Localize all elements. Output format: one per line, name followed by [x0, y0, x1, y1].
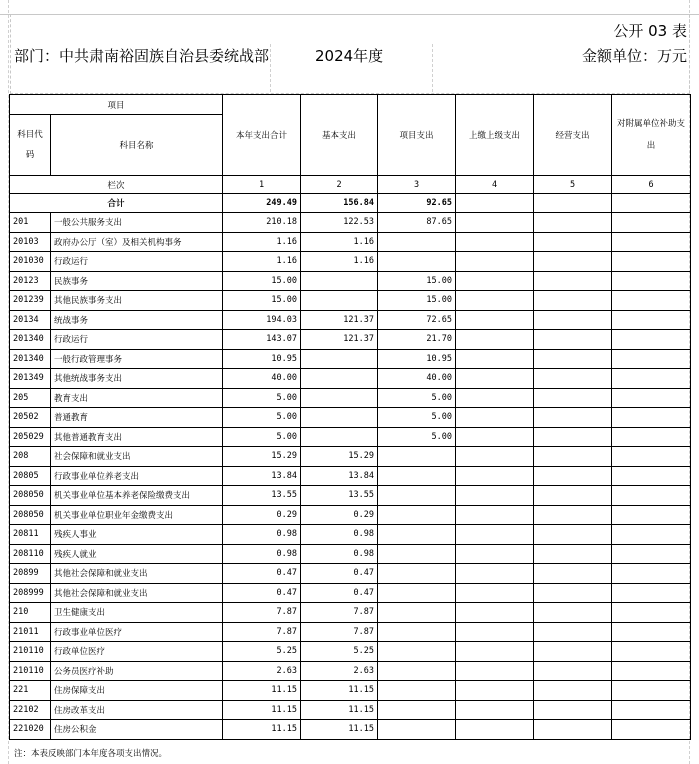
upper-amount — [456, 408, 534, 428]
total-amount: 10.95 — [223, 349, 301, 369]
subsidy-amount — [612, 252, 691, 272]
upper-amount — [456, 720, 534, 740]
business-amount — [534, 194, 612, 213]
business-amount — [534, 213, 612, 233]
business-amount — [534, 642, 612, 662]
name-cell: 公务员医疗补助 — [51, 661, 223, 681]
project-amount: 10.95 — [378, 349, 456, 369]
project-amount — [378, 661, 456, 681]
upper-amount — [456, 291, 534, 311]
table-row — [10, 661, 691, 681]
header-business: 经营支出 — [534, 95, 612, 176]
name-cell: 机关事业单位职业年金缴费支出 — [51, 505, 223, 525]
upper-amount — [456, 505, 534, 525]
basic-amount: 5.25 — [301, 642, 378, 662]
name-cell: 社会保障和就业支出 — [51, 447, 223, 467]
subsidy-amount — [612, 330, 691, 350]
subsidy-amount — [612, 603, 691, 623]
header-code: 科目代码 — [10, 115, 51, 176]
code-cell: 205029 — [10, 427, 51, 447]
header-divider — [270, 44, 271, 92]
table-row — [10, 252, 691, 272]
name-cell: 民族事务 — [51, 271, 223, 291]
business-amount — [534, 661, 612, 681]
upper-amount — [456, 369, 534, 389]
project-amount — [378, 720, 456, 740]
project-amount: 5.00 — [378, 408, 456, 428]
basic-amount: 121.37 — [301, 310, 378, 330]
table-row — [10, 486, 691, 506]
project-amount: 21.70 — [378, 330, 456, 350]
basic-amount: 2.63 — [301, 661, 378, 681]
subsidy-amount — [612, 544, 691, 564]
name-cell: 住房改革支出 — [51, 700, 223, 720]
business-amount — [534, 349, 612, 369]
basic-amount — [301, 388, 378, 408]
order-number: 5 — [534, 176, 612, 194]
code-cell: 21011 — [10, 622, 51, 642]
name-cell: 行政事业单位养老支出 — [51, 466, 223, 486]
upper-amount — [456, 700, 534, 720]
name-cell: 其他社会保障和就业支出 — [51, 583, 223, 603]
table-row — [10, 466, 691, 486]
name-cell: 住房保障支出 — [51, 681, 223, 701]
basic-amount: 1.16 — [301, 232, 378, 252]
total-amount: 13.55 — [223, 486, 301, 506]
name-cell: 政府办公厅（室）及相关机构事务 — [51, 232, 223, 252]
name-cell: 住房公积金 — [51, 720, 223, 740]
total-amount: 5.00 — [223, 408, 301, 428]
table-row — [10, 525, 691, 545]
total-amount: 7.87 — [223, 622, 301, 642]
total-amount: 5.00 — [223, 427, 301, 447]
upper-amount — [456, 661, 534, 681]
table-row — [10, 603, 691, 623]
total-label: 合计 — [10, 194, 223, 213]
total-amount: 15.29 — [223, 447, 301, 467]
basic-amount: 1.16 — [301, 252, 378, 272]
basic-amount: 0.98 — [301, 525, 378, 545]
total-amount: 15.00 — [223, 271, 301, 291]
upper-amount — [456, 271, 534, 291]
subsidy-amount — [612, 564, 691, 584]
code-cell: 201349 — [10, 369, 51, 389]
upper-amount — [456, 447, 534, 467]
business-amount — [534, 408, 612, 428]
table-row — [10, 408, 691, 428]
subsidy-amount — [612, 408, 691, 428]
code-cell: 22102 — [10, 700, 51, 720]
basic-amount: 11.15 — [301, 700, 378, 720]
upper-amount — [456, 583, 534, 603]
name-cell: 统战事务 — [51, 310, 223, 330]
table-row — [10, 369, 691, 389]
total-amount: 11.15 — [223, 720, 301, 740]
total-row — [10, 194, 691, 213]
table-row — [10, 447, 691, 467]
name-cell: 一般公共服务支出 — [51, 213, 223, 233]
subsidy-amount — [612, 622, 691, 642]
name-cell: 其他统战事务支出 — [51, 369, 223, 389]
name-cell: 卫生健康支出 — [51, 603, 223, 623]
project-amount — [378, 466, 456, 486]
business-amount — [534, 369, 612, 389]
subsidy-amount — [612, 447, 691, 467]
upper-amount — [456, 388, 534, 408]
total-amount: 1.16 — [223, 232, 301, 252]
code-cell: 208 — [10, 447, 51, 467]
code-cell: 201340 — [10, 349, 51, 369]
footnote: 注：本表反映部门本年度各项支出情况。 — [14, 749, 168, 759]
project-amount: 5.00 — [378, 427, 456, 447]
basic-amount: 7.87 — [301, 622, 378, 642]
table-row — [10, 622, 691, 642]
basic-amount — [301, 369, 378, 389]
code-cell: 208110 — [10, 544, 51, 564]
business-amount — [534, 447, 612, 467]
project-amount — [378, 681, 456, 701]
table-row — [10, 310, 691, 330]
business-amount — [534, 622, 612, 642]
expenditure-table — [9, 94, 691, 740]
project-amount — [378, 700, 456, 720]
total-amount: 0.47 — [223, 583, 301, 603]
business-amount — [534, 720, 612, 740]
upper-amount — [456, 642, 534, 662]
code-cell: 20805 — [10, 466, 51, 486]
upper-amount — [456, 486, 534, 506]
code-cell: 201340 — [10, 330, 51, 350]
subsidy-amount — [612, 525, 691, 545]
order-label: 栏次 — [10, 176, 223, 194]
table-row — [10, 681, 691, 701]
basic-amount: 0.98 — [301, 544, 378, 564]
subsidy-amount — [612, 194, 691, 213]
subsidy-amount — [612, 213, 691, 233]
name-cell: 一般行政管理事务 — [51, 349, 223, 369]
subsidy-amount — [612, 720, 691, 740]
total-amount: 15.00 — [223, 291, 301, 311]
total-amount: 2.63 — [223, 661, 301, 681]
project-amount: 15.00 — [378, 291, 456, 311]
header-divider — [432, 44, 433, 92]
order-number: 4 — [456, 176, 534, 194]
table-row — [10, 291, 691, 311]
project-amount: 5.00 — [378, 388, 456, 408]
name-cell: 其他民族事务支出 — [51, 291, 223, 311]
order-number: 3 — [378, 176, 456, 194]
project-amount — [378, 622, 456, 642]
project-amount: 40.00 — [378, 369, 456, 389]
project-amount — [378, 642, 456, 662]
table-row — [10, 564, 691, 584]
order-number: 6 — [612, 176, 691, 194]
total-amount: 7.87 — [223, 603, 301, 623]
name-cell: 机关事业单位基本养老保险缴费支出 — [51, 486, 223, 506]
business-amount — [534, 466, 612, 486]
unit-label: 金额单位：万元 — [581, 47, 687, 65]
project-amount — [378, 505, 456, 525]
upper-amount — [456, 252, 534, 272]
project-amount: 15.00 — [378, 271, 456, 291]
upper-amount — [456, 681, 534, 701]
table-row — [10, 700, 691, 720]
upper-amount — [456, 232, 534, 252]
business-amount — [534, 252, 612, 272]
upper-amount — [456, 194, 534, 213]
basic-amount: 156.84 — [301, 194, 378, 213]
business-amount — [534, 525, 612, 545]
project-amount: 87.65 — [378, 213, 456, 233]
total-amount: 210.18 — [223, 213, 301, 233]
code-cell: 208050 — [10, 486, 51, 506]
header-basic: 基本支出 — [301, 95, 378, 176]
total-amount: 0.47 — [223, 564, 301, 584]
upper-amount — [456, 603, 534, 623]
table-row — [10, 720, 691, 740]
business-amount — [534, 291, 612, 311]
basic-amount: 0.47 — [301, 583, 378, 603]
project-amount — [378, 544, 456, 564]
business-amount — [534, 232, 612, 252]
business-amount — [534, 505, 612, 525]
total-amount: 0.98 — [223, 525, 301, 545]
basic-amount — [301, 349, 378, 369]
subsidy-amount — [612, 642, 691, 662]
code-cell: 210 — [10, 603, 51, 623]
table-row — [10, 232, 691, 252]
code-cell: 20811 — [10, 525, 51, 545]
business-amount — [534, 603, 612, 623]
code-cell: 210110 — [10, 642, 51, 662]
table-row — [10, 271, 691, 291]
upper-amount — [456, 330, 534, 350]
code-cell: 221 — [10, 681, 51, 701]
basic-amount: 122.53 — [301, 213, 378, 233]
department-label: 部门：中共肃南裕固族自治县委统战部 — [14, 47, 270, 65]
business-amount — [534, 564, 612, 584]
upper-amount — [456, 544, 534, 564]
upper-amount — [456, 564, 534, 584]
order-number: 1 — [223, 176, 301, 194]
basic-amount: 0.29 — [301, 505, 378, 525]
basic-amount: 15.29 — [301, 447, 378, 467]
upper-amount — [456, 349, 534, 369]
business-amount — [534, 681, 612, 701]
subsidy-amount — [612, 388, 691, 408]
table-row — [10, 330, 691, 350]
subsidy-amount — [612, 369, 691, 389]
total-amount: 5.25 — [223, 642, 301, 662]
total-amount: 13.84 — [223, 466, 301, 486]
table-row — [10, 544, 691, 564]
code-cell: 20502 — [10, 408, 51, 428]
business-amount — [534, 388, 612, 408]
business-amount — [534, 486, 612, 506]
upper-amount — [456, 213, 534, 233]
name-cell: 行政事业单位医疗 — [51, 622, 223, 642]
total-amount: 0.98 — [223, 544, 301, 564]
header-subsidy: 对附属单位补助支出 — [612, 95, 691, 176]
project-amount — [378, 252, 456, 272]
total-amount: 40.00 — [223, 369, 301, 389]
subsidy-amount — [612, 232, 691, 252]
subsidy-amount — [612, 310, 691, 330]
subsidy-amount — [612, 505, 691, 525]
header-total: 本年支出合计 — [223, 95, 301, 176]
name-cell: 教育支出 — [51, 388, 223, 408]
code-cell: 20899 — [10, 564, 51, 584]
name-cell: 普通教育 — [51, 408, 223, 428]
business-amount — [534, 330, 612, 350]
basic-amount: 7.87 — [301, 603, 378, 623]
subsidy-amount — [612, 427, 691, 447]
basic-amount — [301, 291, 378, 311]
upper-amount — [456, 427, 534, 447]
code-cell: 201239 — [10, 291, 51, 311]
code-cell: 208050 — [10, 505, 51, 525]
total-amount: 194.03 — [223, 310, 301, 330]
name-cell: 残疾人就业 — [51, 544, 223, 564]
order-row — [10, 176, 691, 194]
basic-amount — [301, 408, 378, 428]
business-amount — [534, 271, 612, 291]
business-amount — [534, 427, 612, 447]
name-cell: 残疾人事业 — [51, 525, 223, 545]
table-row — [10, 505, 691, 525]
upper-amount — [456, 622, 534, 642]
upper-amount — [456, 310, 534, 330]
subsidy-amount — [612, 700, 691, 720]
total-amount: 11.15 — [223, 681, 301, 701]
name-cell: 其他普通教育支出 — [51, 427, 223, 447]
project-amount: 92.65 — [378, 194, 456, 213]
header-item: 项目 — [10, 95, 223, 115]
basic-amount — [301, 271, 378, 291]
business-amount — [534, 583, 612, 603]
total-amount: 143.07 — [223, 330, 301, 350]
total-amount: 1.16 — [223, 252, 301, 272]
project-amount — [378, 525, 456, 545]
form-number: 公开 03 表 — [613, 22, 687, 40]
header-upper: 上缴上级支出 — [456, 95, 534, 176]
basic-amount — [301, 427, 378, 447]
code-cell: 20123 — [10, 271, 51, 291]
name-cell: 行政运行 — [51, 252, 223, 272]
table-row — [10, 388, 691, 408]
basic-amount: 11.15 — [301, 681, 378, 701]
basic-amount: 0.47 — [301, 564, 378, 584]
code-cell: 201030 — [10, 252, 51, 272]
total-amount: 5.00 — [223, 388, 301, 408]
project-amount: 72.65 — [378, 310, 456, 330]
table-row — [10, 349, 691, 369]
subsidy-amount — [612, 291, 691, 311]
upper-amount — [456, 466, 534, 486]
project-amount — [378, 583, 456, 603]
name-cell: 行政运行 — [51, 330, 223, 350]
table-row — [10, 427, 691, 447]
year-label: 2024年度 — [315, 47, 384, 65]
order-number: 2 — [301, 176, 378, 194]
subsidy-amount — [612, 661, 691, 681]
subsidy-amount — [612, 466, 691, 486]
basic-amount: 121.37 — [301, 330, 378, 350]
upper-amount — [456, 525, 534, 545]
subsidy-amount — [612, 486, 691, 506]
project-amount — [378, 447, 456, 467]
total-amount: 0.29 — [223, 505, 301, 525]
basic-amount: 13.55 — [301, 486, 378, 506]
project-amount — [378, 564, 456, 584]
table-row — [10, 583, 691, 603]
header-project: 项目支出 — [378, 95, 456, 176]
code-cell: 201 — [10, 213, 51, 233]
business-amount — [534, 310, 612, 330]
table-row — [10, 642, 691, 662]
table-row — [10, 213, 691, 233]
header-name: 科目名称 — [51, 115, 223, 176]
code-cell: 20134 — [10, 310, 51, 330]
total-amount: 249.49 — [223, 194, 301, 213]
code-cell: 221020 — [10, 720, 51, 740]
project-amount — [378, 232, 456, 252]
subsidy-amount — [612, 349, 691, 369]
code-cell: 205 — [10, 388, 51, 408]
name-cell: 其他社会保障和就业支出 — [51, 564, 223, 584]
subsidy-amount — [612, 271, 691, 291]
project-amount — [378, 603, 456, 623]
code-cell: 20103 — [10, 232, 51, 252]
subsidy-amount — [612, 681, 691, 701]
project-amount — [378, 486, 456, 506]
basic-amount: 13.84 — [301, 466, 378, 486]
basic-amount: 11.15 — [301, 720, 378, 740]
business-amount — [534, 544, 612, 564]
total-amount: 11.15 — [223, 700, 301, 720]
code-cell: 208999 — [10, 583, 51, 603]
code-cell: 210110 — [10, 661, 51, 681]
business-amount — [534, 700, 612, 720]
subsidy-amount — [612, 583, 691, 603]
name-cell: 行政单位医疗 — [51, 642, 223, 662]
